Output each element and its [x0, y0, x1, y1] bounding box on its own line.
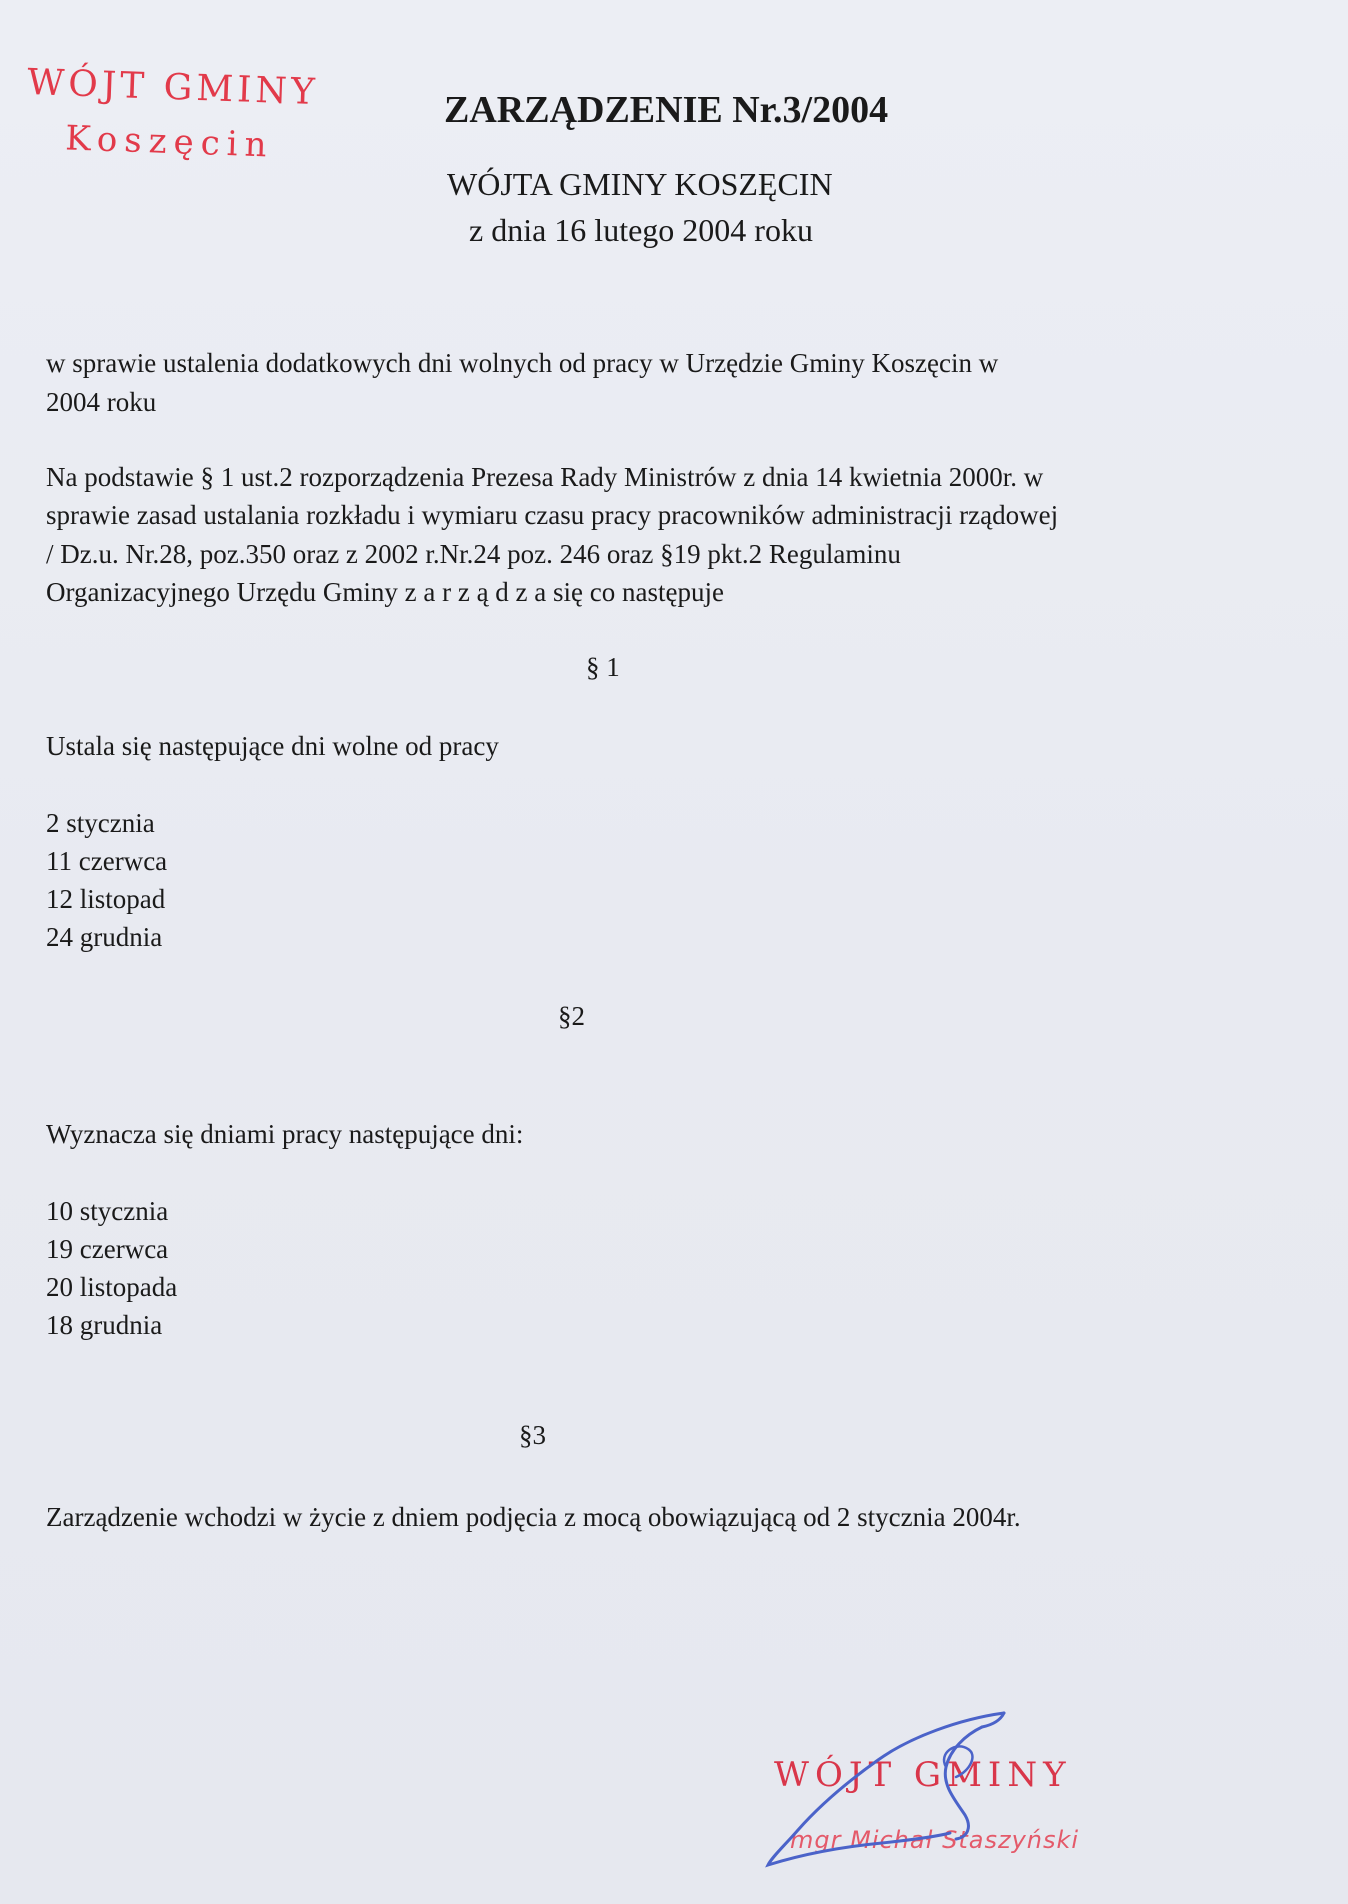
document-date: z dnia 16 lutego 2004 roku: [469, 212, 813, 248]
document-issuer: WÓJTA GMINY KOSZĘCIN: [447, 166, 833, 202]
section-2-heading: §2: [558, 1001, 585, 1031]
stamp-bottom-name: mgr Michał Staszyński: [790, 1826, 1080, 1854]
document-title: ZARZĄDZENIE Nr.3/2004: [444, 89, 889, 131]
work-day-item: 20 listopada: [46, 1272, 178, 1302]
section-1-intro: Ustala się następujące dni wolne od pracy: [46, 731, 499, 761]
subject-line: w sprawie ustalenia dodatkowych dni wolnych od pracy w Urzędzie Gminy Koszęcin w: [46, 348, 999, 378]
day-off-item: 11 czerwca: [46, 846, 168, 876]
day-off-item: 12 listopad: [46, 884, 166, 914]
work-day-item: 19 czerwca: [46, 1234, 169, 1264]
work-day-item: 18 grudnia: [46, 1310, 163, 1340]
day-off-item: 24 grudnia: [46, 922, 163, 952]
day-off-item: 2 stycznia: [46, 808, 155, 838]
legal-basis-line: / Dz.u. Nr.28, poz.350 oraz z 2002 r.Nr.24 poz. 246 oraz §19 pkt.2 Regulaminu: [46, 539, 901, 569]
stamp-top-line1: WÓJT GMINY: [26, 62, 320, 114]
stamp-top-line2: Koszęcin: [64, 118, 275, 166]
section-1-heading: § 1: [586, 652, 620, 682]
section-2-intro: Wyznacza się dniami pracy następujące dni:: [46, 1119, 524, 1149]
subject-line: 2004 roku: [46, 387, 157, 417]
signature-icon: [760, 1705, 1020, 1875]
section-3-heading: §3: [519, 1420, 546, 1450]
legal-basis-line: Na podstawie § 1 ust.2 rozporządzenia Prezesa Rady Ministrów z dnia 14 kwietnia 2000r. w: [46, 462, 1044, 492]
section-3-text: Zarządzenie wchodzi w życie z dniem podjęcia z mocą obowiązującą od 2 stycznia 2004r.: [46, 1502, 1021, 1532]
stamp-bottom-title: WÓJT GMINY: [774, 1755, 1072, 1795]
legal-basis-line: Organizacyjnego Urzędu Gminy z a r z ą d z a się co następuje: [46, 577, 724, 607]
work-day-item: 10 stycznia: [46, 1196, 169, 1226]
official-stamp-top: [24, 62, 348, 183]
legal-basis-line: sprawie zasad ustalania rozkładu i wymiaru czasu pracy pracowników administracji rządowej: [46, 500, 1059, 530]
